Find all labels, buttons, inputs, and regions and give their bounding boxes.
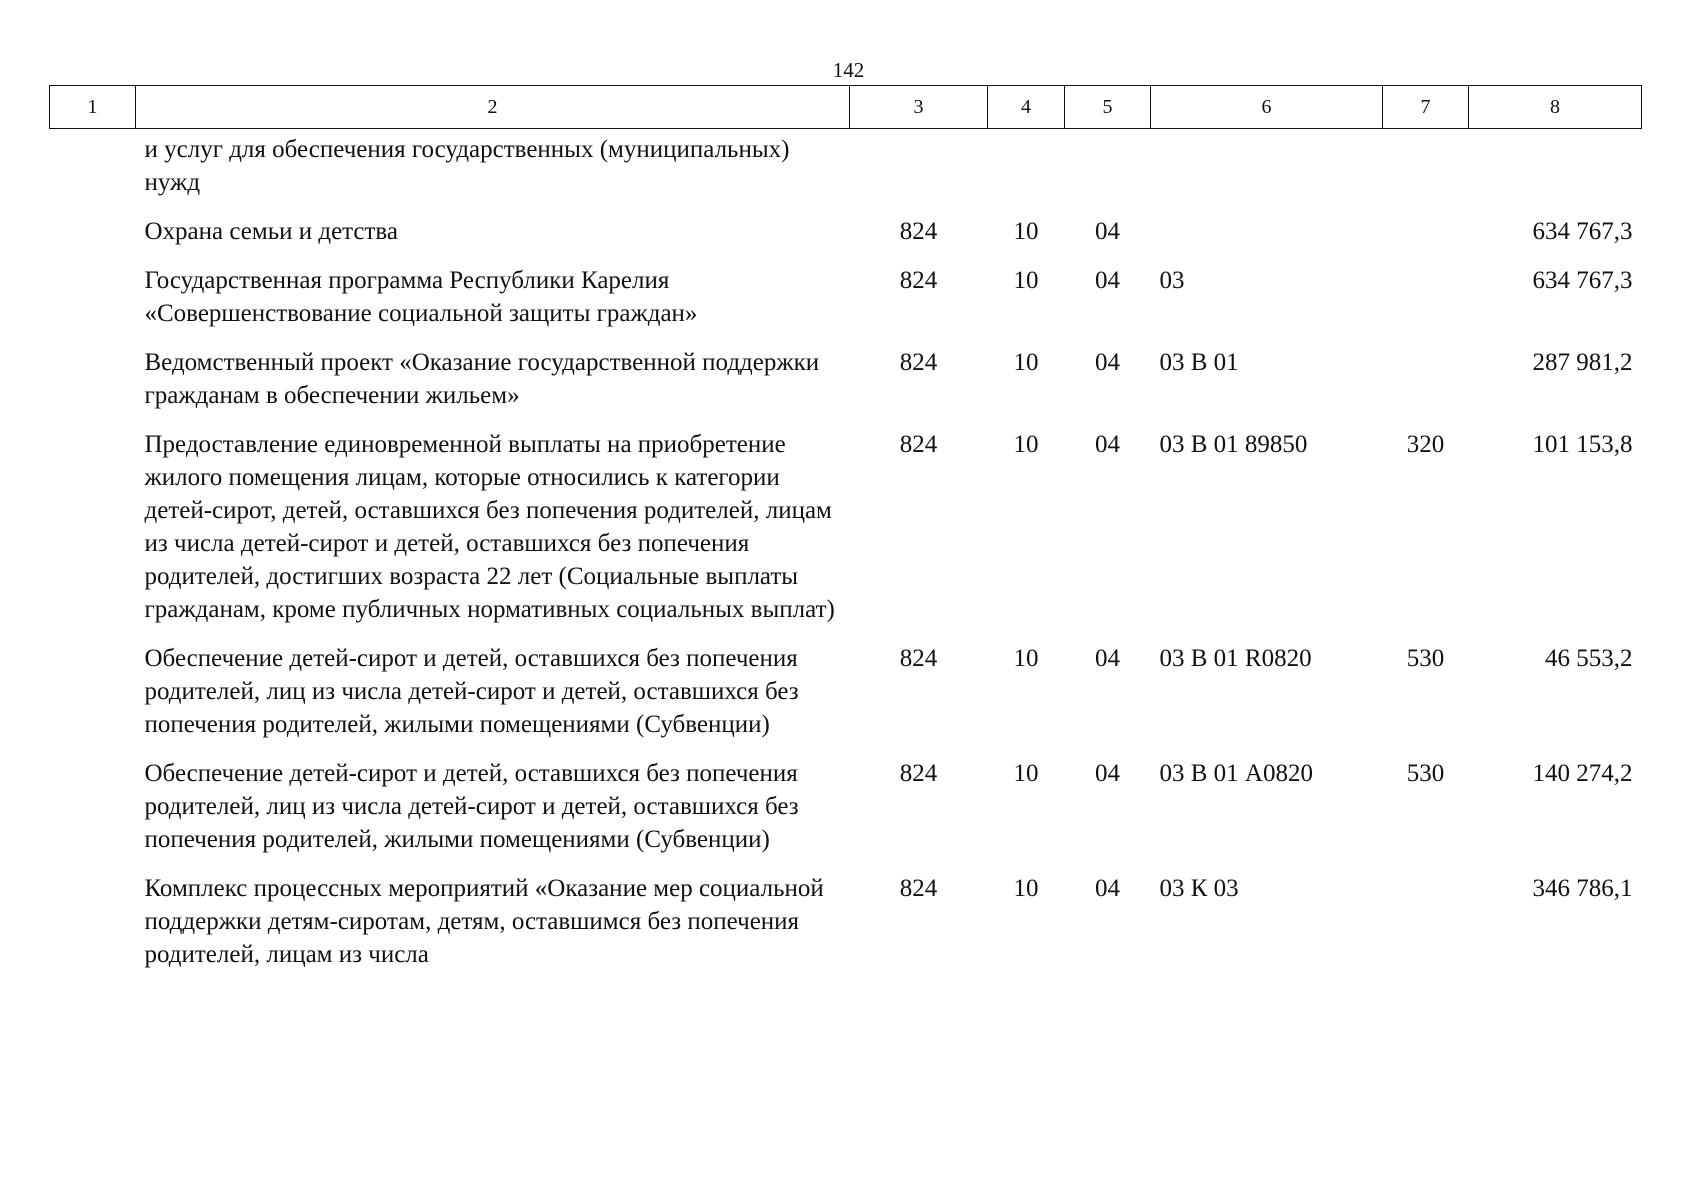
row-amount: 634 767,3: [1532, 218, 1633, 245]
row-description: Ведомственный проект «Оказание государственной поддержки гражданам в обеспечении жильем»: [144, 349, 820, 409]
row-col-5: 04: [1095, 645, 1120, 672]
table-row: [50, 346, 1642, 428]
row-col-3: 824: [899, 760, 938, 787]
row-amount: 46 553,2: [1545, 645, 1633, 672]
row-col-4: 10: [1013, 645, 1039, 672]
row-col-7: [1383, 129, 1469, 216]
row-number-cell: [50, 129, 136, 216]
row-col-7: [1383, 346, 1469, 428]
row-description: Государственная программа Республики Карелия «Совершенствование социальной защиты граждан»: [144, 267, 698, 327]
row-description: и услуг для обеспечения государственных (муниципальных) нужд: [144, 136, 790, 196]
row-number-cell: [50, 757, 136, 872]
row-col-7: [1383, 264, 1469, 346]
row-col-6: 03 В 01 А0820: [1159, 760, 1313, 787]
row-col-6: 03 В 01: [1159, 349, 1239, 376]
budget-table: [49, 85, 1642, 987]
row-amount: 140 274,2: [1532, 760, 1633, 787]
row-col-4: 10: [1013, 218, 1039, 245]
table-row: [50, 757, 1642, 872]
row-col-7: 530: [1406, 645, 1445, 672]
row-col-7: [1383, 872, 1469, 987]
table-row: [50, 264, 1642, 346]
header-col-4: 4: [988, 86, 1065, 129]
row-col-5: 04: [1095, 267, 1120, 294]
row-col-4: [988, 129, 1065, 216]
row-col-5: 04: [1095, 431, 1120, 458]
row-col-6: [1151, 215, 1383, 264]
header-col-3: 3: [850, 86, 988, 129]
table-row: [50, 642, 1642, 757]
table-body: [50, 129, 1642, 988]
row-amount: 287 981,2: [1532, 349, 1633, 376]
row-col-6: [1151, 129, 1383, 216]
row-description: Комплекс процессных мероприятий «Оказание мер социальной поддержки детям-сиротам, детям, оставшимся без попечения родителей, лицам из числа: [144, 875, 824, 968]
row-col-4: 10: [1013, 267, 1039, 294]
row-col-3: 824: [899, 645, 938, 672]
row-amount: 101 153,8: [1532, 431, 1633, 458]
row-col-7: [1383, 215, 1469, 264]
row-col-6: 03 В 01 R0820: [1159, 645, 1312, 672]
row-col-5: 04: [1095, 760, 1120, 787]
row-col-3: 824: [899, 431, 938, 458]
table-row: [50, 872, 1642, 987]
row-col-5: 04: [1095, 349, 1120, 376]
row-number-cell: [50, 215, 136, 264]
row-number-cell: [50, 264, 136, 346]
row-col-5: 04: [1095, 218, 1120, 245]
row-col-7: 530: [1406, 760, 1445, 787]
row-col-5: 04: [1095, 875, 1120, 902]
row-col-4: 10: [1013, 875, 1039, 902]
header-col-1: 1: [50, 86, 136, 129]
row-col-3: 824: [899, 218, 938, 245]
row-number-cell: [50, 428, 136, 642]
row-number-cell: [50, 346, 136, 428]
table-header: [50, 86, 1642, 129]
header-row: [50, 86, 1642, 129]
header-col-6: 6: [1151, 86, 1383, 129]
header-col-2: 2: [136, 86, 850, 129]
row-col-3: 824: [899, 349, 938, 376]
row-number-cell: [50, 872, 136, 987]
header-col-8: 8: [1469, 86, 1642, 129]
header-col-7: 7: [1383, 86, 1469, 129]
row-description: Охрана семьи и детства: [144, 218, 398, 245]
row-col-6: 03 К 03: [1159, 875, 1239, 902]
table-row: [50, 215, 1642, 264]
page-number: 142: [832, 58, 865, 82]
row-description: Предоставление единовременной выплаты на приобретение жилого помещения лицам, которые относились к категории детей-сирот, детей, оставшихся без попечения родителей, лицам из числа детей-сирот и детей, оставшихся без попечения родителей, достигших возраста 22 лет (Социальные выплаты гражданам, кроме публичных нормативных социальных выплат): [144, 431, 835, 623]
row-col-6: 03 В 01 89850: [1159, 431, 1308, 458]
header-col-5: 5: [1065, 86, 1151, 129]
row-description: Обеспечение детей-сирот и детей, оставшихся без попечения родителей, лиц из числа детей-сирот и детей, оставшихся без попечения родителей, жилыми помещениями (Субвенции): [144, 760, 799, 853]
row-amount: 346 786,1: [1532, 875, 1633, 902]
row-col-7: 320: [1406, 431, 1445, 458]
row-col-4: 10: [1013, 760, 1039, 787]
row-number-cell: [50, 642, 136, 757]
row-col-4: 10: [1013, 349, 1039, 376]
row-col-3: 824: [899, 267, 938, 294]
row-col-6: 03: [1159, 267, 1185, 294]
row-description: Обеспечение детей-сирот и детей, оставшихся без попечения родителей, лиц из числа детей-сирот и детей, оставшихся без попечения родителей, жилыми помещениями (Субвенции): [144, 645, 799, 738]
row-col-4: 10: [1013, 431, 1039, 458]
row-col-3: 824: [899, 875, 938, 902]
row-col-5: [1065, 129, 1151, 216]
table-row: [50, 428, 1642, 642]
row-col-3: [850, 129, 988, 216]
row-amount: [1469, 129, 1642, 216]
table-row: [50, 129, 1642, 216]
row-amount: 634 767,3: [1532, 267, 1633, 294]
